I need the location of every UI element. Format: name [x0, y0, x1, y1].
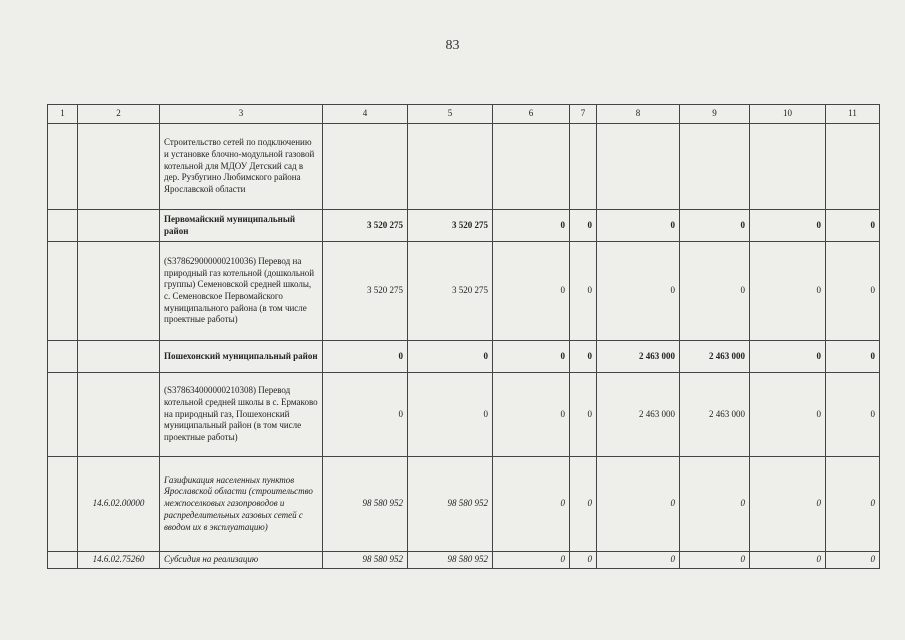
value-cell: 3 520 275	[408, 242, 493, 341]
value-cell: 0	[750, 552, 826, 569]
value-cell: 0	[750, 210, 826, 242]
value-cell: 0	[570, 457, 597, 552]
value-cell	[570, 124, 597, 210]
description-cell: Субсидия на реализацию	[160, 552, 323, 569]
value-cell: 0	[570, 242, 597, 341]
table-row	[48, 552, 880, 569]
table-row	[48, 373, 880, 457]
value-cell: 0	[408, 373, 493, 457]
value-cell: 0	[597, 457, 680, 552]
value-cell: 0	[680, 457, 750, 552]
header-cell: 7	[570, 105, 597, 124]
header-cell: 2	[78, 105, 160, 124]
row-number-cell	[48, 457, 78, 552]
value-cell: 0	[826, 373, 880, 457]
value-cell: 0	[826, 242, 880, 341]
value-cell: 0	[750, 242, 826, 341]
table-row	[48, 341, 880, 373]
value-cell: 2 463 000	[680, 373, 750, 457]
budget-table	[47, 104, 880, 569]
value-cell: 0	[680, 210, 750, 242]
code-cell	[78, 242, 160, 341]
row-number-cell	[48, 124, 78, 210]
table-row	[48, 457, 880, 552]
row-number-cell	[48, 210, 78, 242]
value-cell: 2 463 000	[597, 373, 680, 457]
header-row	[48, 105, 880, 124]
page-number: 83	[445, 38, 460, 53]
value-cell: 0	[323, 373, 408, 457]
value-cell: 0	[408, 341, 493, 373]
row-number-cell	[48, 373, 78, 457]
code-cell: 14.6.02.75260	[78, 552, 160, 569]
row-number-cell	[48, 242, 78, 341]
value-cell	[408, 124, 493, 210]
header-cell: 6	[493, 105, 570, 124]
value-cell: 98 580 952	[323, 552, 408, 569]
value-cell	[750, 124, 826, 210]
value-cell: 0	[493, 341, 570, 373]
value-cell: 0	[750, 373, 826, 457]
header-cell: 5	[408, 105, 493, 124]
value-cell: 0	[493, 457, 570, 552]
table-row	[48, 124, 880, 210]
code-cell	[78, 373, 160, 457]
header-cell: 10	[750, 105, 826, 124]
header-cell: 9	[680, 105, 750, 124]
value-cell	[680, 124, 750, 210]
value-cell: 2 463 000	[597, 341, 680, 373]
header-cell: 11	[826, 105, 880, 124]
value-cell: 0	[597, 552, 680, 569]
value-cell: 0	[750, 341, 826, 373]
value-cell: 0	[570, 341, 597, 373]
value-cell: 3 520 275	[323, 242, 408, 341]
description-cell: Газификация населенных пунктов Ярославской области (строительство межпоселковых газопроводов и распределительных газовых сетей с вводом их в эксплуатацию)	[160, 457, 323, 552]
value-cell: 0	[570, 210, 597, 242]
value-cell: 0	[597, 242, 680, 341]
table-row	[48, 210, 880, 242]
value-cell: 0	[570, 552, 597, 569]
description-cell: (S378634000000210308) Перевод котельной средней школы в с. Ермаково на природный газ, Пошехонский муниципальный район (в том числе проектные работы)	[160, 373, 323, 457]
value-cell: 0	[597, 210, 680, 242]
code-cell	[78, 341, 160, 373]
value-cell: 98 580 952	[408, 457, 493, 552]
value-cell: 0	[680, 242, 750, 341]
header-cell: 1	[48, 105, 78, 124]
value-cell	[597, 124, 680, 210]
value-cell: 0	[750, 457, 826, 552]
value-cell: 98 580 952	[408, 552, 493, 569]
description-cell: (S378629000000210036) Перевод на природный газ котельной (дошкольной группы) Семеновской средней школы, с. Семеновское Первомайского муниципального района (в том числе проектные работы)	[160, 242, 323, 341]
code-cell: 14.6.02.00000	[78, 457, 160, 552]
value-cell: 3 520 275	[323, 210, 408, 242]
value-cell: 0	[493, 210, 570, 242]
description-cell: Первомайский муниципальный район	[160, 210, 323, 242]
value-cell: 0	[323, 341, 408, 373]
header-cell: 8	[597, 105, 680, 124]
code-cell	[78, 124, 160, 210]
value-cell: 3 520 275	[408, 210, 493, 242]
header-cell: 3	[160, 105, 323, 124]
value-cell	[493, 124, 570, 210]
value-cell: 0	[570, 373, 597, 457]
table-row	[48, 242, 880, 341]
value-cell	[323, 124, 408, 210]
value-cell: 0	[826, 457, 880, 552]
value-cell: 0	[826, 210, 880, 242]
value-cell: 0	[826, 341, 880, 373]
value-cell: 0	[826, 552, 880, 569]
code-cell	[78, 210, 160, 242]
value-cell: 2 463 000	[680, 341, 750, 373]
row-number-cell	[48, 341, 78, 373]
value-cell: 0	[680, 552, 750, 569]
header-cell: 4	[323, 105, 408, 124]
value-cell	[826, 124, 880, 210]
row-number-cell	[48, 552, 78, 569]
value-cell: 98 580 952	[323, 457, 408, 552]
value-cell: 0	[493, 242, 570, 341]
value-cell: 0	[493, 373, 570, 457]
value-cell: 0	[493, 552, 570, 569]
description-cell: Пошехонский муниципальный район	[160, 341, 323, 373]
description-cell: Строительство сетей по подключению и установке блочно-модульной газовой котельной для МДОУ Детский сад в дер. Рузбугино Любимского района Ярославской области	[160, 124, 323, 210]
